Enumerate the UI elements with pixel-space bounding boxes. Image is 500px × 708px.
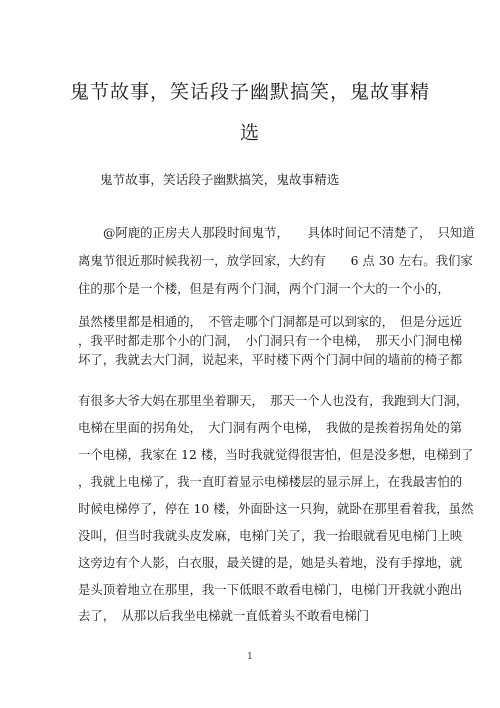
body-line: 坏了，我就去大门洞，说起来，平时楼下两个门洞中间的墙前的椅子都 bbox=[78, 352, 463, 367]
body-line: 没叫，但当时我就头皮发麻，电梯门关了，我一抬眼就看见电梯门上映 bbox=[78, 528, 463, 543]
body-line: 去了， 从那以后我坐电梯就一直低着头不敢看电梯门 bbox=[78, 608, 370, 623]
document-title-line-2: 选 bbox=[239, 122, 260, 144]
body-line: 离鬼节很近那时候我初一，放学回家，大约有 6 点 30 左右。我们家 bbox=[78, 253, 473, 268]
body-line: 住的那个是一个楼，但是有两个门洞，两个门洞一个大的一个小的， bbox=[78, 281, 450, 296]
body-line: 一个电梯，我家在 12 楼，当时我就觉得很害怕，但是没多想，电梯到了 bbox=[78, 447, 474, 462]
body-line: 是头顶着地立在那里，我一下低眼不敢看电梯门，电梯门开我就小跑出 bbox=[78, 582, 463, 597]
body-line: 时候电梯停了，停在 10 楼，外面卧这一只狗，就卧在那里看着我，虽然 bbox=[78, 501, 474, 516]
body-line: @阿鹿的正房夫人那段时间鬼节， 具体时间记不清楚了， 只知道 bbox=[103, 225, 475, 240]
body-line: ，我平时都走那个小的门洞， 小门洞只有一个电梯， 那天小门洞电梯 bbox=[78, 333, 463, 348]
body-line: 这旁边有个人影，白衣服，最关键的是，她是头着地，没有手撑地，就 bbox=[78, 555, 463, 570]
document-title-line-1: 鬼节故事，笑话段子幽默搞笑，鬼故事精 bbox=[69, 81, 430, 103]
page-number: 1 bbox=[247, 652, 253, 662]
body-line: 电梯在里面的拐角处， 大门洞有两个电梯， 我做的是挨着拐角处的第 bbox=[78, 420, 463, 435]
body-line: ，我就上电梯了，我一直盯着显示电梯楼层的显示屏上，在我最害怕的 bbox=[78, 474, 463, 489]
body-line: 虽然楼里都是相通的， 不管走哪个门洞都是可以到家的， 但是分远近 bbox=[78, 314, 463, 329]
body-line: 有很多大爷大妈在那里坐着聊天， 那天一个人也没有，我跑到大门洞， bbox=[78, 393, 469, 408]
document-subtitle: 鬼节故事，笑话段子幽默搞笑，鬼故事精选 bbox=[100, 172, 340, 187]
